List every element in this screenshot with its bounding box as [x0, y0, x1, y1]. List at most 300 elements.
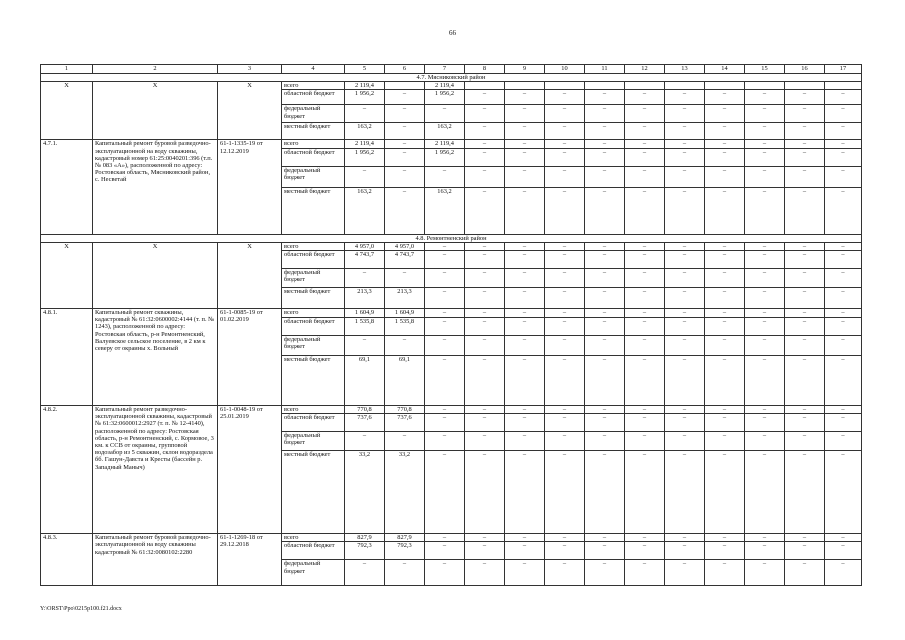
budget-label: федеральный бюджет [282, 432, 345, 451]
value-cell: – [625, 432, 665, 451]
value-cell: – [625, 288, 665, 309]
value-cell: – [745, 288, 785, 309]
value-cell: – [505, 406, 545, 414]
value-cell: – [825, 269, 862, 288]
value-cell: – [625, 269, 665, 288]
value-cell: – [745, 269, 785, 288]
value-cell: – [785, 406, 825, 414]
value-cell: – [705, 432, 745, 451]
value-cell: – [345, 166, 385, 187]
value-cell: – [825, 140, 862, 148]
value-cell: – [705, 269, 745, 288]
value-cell: – [585, 242, 625, 250]
budget-label: федеральный бюджет [282, 560, 345, 586]
value-cell: – [465, 414, 505, 432]
value-cell: – [625, 318, 665, 336]
value-cell [665, 82, 705, 90]
value-cell: – [465, 451, 505, 534]
column-number: 7 [425, 65, 465, 74]
value-cell: – [825, 560, 862, 586]
value-cell [545, 82, 585, 90]
value-cell: – [785, 560, 825, 586]
table-row [41, 140, 862, 148]
value-cell: 1 604,9 [385, 309, 425, 318]
value-cell: – [745, 560, 785, 586]
value-cell: – [585, 148, 625, 166]
item-number: 4.8.2. [41, 406, 93, 534]
value-cell: – [465, 148, 505, 166]
value-cell: – [465, 166, 505, 187]
item-code: 61-1-0085-19 от 01.02.2019 [218, 309, 282, 406]
budget-label: областной бюджет [282, 251, 345, 269]
value-cell: – [825, 451, 862, 534]
value-cell: – [705, 140, 745, 148]
value-cell: – [825, 251, 862, 269]
value-cell: – [385, 140, 425, 148]
value-cell: – [385, 123, 425, 140]
value-cell: – [425, 309, 465, 318]
value-cell: – [785, 166, 825, 187]
value-cell: – [825, 242, 862, 250]
value-cell: – [825, 90, 862, 105]
value-cell: – [825, 432, 862, 451]
value-cell: – [785, 318, 825, 336]
value-cell: – [665, 318, 705, 336]
column-number: 16 [785, 65, 825, 74]
value-cell: 1 535,8 [345, 318, 385, 336]
value-cell: – [785, 242, 825, 250]
item-description: Капитальный ремонт буровой разведочно-эксплуатационной на воду скважины, кадастровый номер 61:25:0040201:396 (т.п. № 083 «А»), расположенной по адресу: Ростовская область, Мясниковский район, с. Несветай [93, 140, 218, 234]
value-cell: – [425, 534, 465, 542]
value-cell: – [745, 140, 785, 148]
value-cell: 4 957,0 [345, 242, 385, 250]
value-cell: 163,2 [345, 187, 385, 234]
value-cell: – [385, 269, 425, 288]
value-cell: – [665, 534, 705, 542]
value-cell: – [585, 288, 625, 309]
value-cell: – [345, 105, 385, 123]
value-cell: – [505, 269, 545, 288]
value-cell: – [665, 123, 705, 140]
column-number: 4 [282, 65, 345, 74]
value-cell: – [505, 148, 545, 166]
value-cell: – [785, 451, 825, 534]
value-cell: – [785, 148, 825, 166]
value-cell: – [665, 140, 705, 148]
column-number: 10 [545, 65, 585, 74]
value-cell: – [665, 187, 705, 234]
value-cell: 737,6 [345, 414, 385, 432]
item-number: X [41, 82, 93, 140]
value-cell: – [385, 560, 425, 586]
value-cell: – [505, 90, 545, 105]
item-description: Капитальный ремонт скважины, кадастровый № 61:32:0600002:4144 (т. п. № 1243), расположенной по адресу: Ростовская область, р-н Ремонтненский, Валуевское сельское поселение, в 2 км к северу от окраины х. Вольный [93, 309, 218, 406]
value-cell [705, 82, 745, 90]
value-cell: – [625, 406, 665, 414]
value-cell: – [665, 414, 705, 432]
value-cell: – [665, 166, 705, 187]
value-cell: 33,2 [385, 451, 425, 534]
section-title: 4.7. Мясниковский район [41, 74, 862, 82]
value-cell: – [425, 166, 465, 187]
value-cell: – [705, 187, 745, 234]
value-cell: – [585, 432, 625, 451]
column-number: 12 [625, 65, 665, 74]
value-cell: – [385, 336, 425, 356]
value-cell: – [825, 166, 862, 187]
item-number: 4.8.1. [41, 309, 93, 406]
budget-label: областной бюджет [282, 414, 345, 432]
value-cell: 213,3 [385, 288, 425, 309]
value-cell: – [665, 560, 705, 586]
value-cell: – [425, 251, 465, 269]
value-cell: – [425, 451, 465, 534]
value-cell: – [705, 414, 745, 432]
value-cell: – [465, 242, 505, 250]
value-cell: – [585, 166, 625, 187]
value-cell: – [585, 356, 625, 406]
section-row [41, 74, 862, 82]
column-number: 11 [585, 65, 625, 74]
value-cell: – [505, 318, 545, 336]
value-cell: 1 956,2 [345, 90, 385, 105]
value-cell: – [705, 123, 745, 140]
value-cell: – [745, 309, 785, 318]
value-cell: – [465, 534, 505, 542]
value-cell: – [585, 451, 625, 534]
value-cell: 163,2 [425, 123, 465, 140]
value-cell: – [425, 288, 465, 309]
value-cell: – [425, 560, 465, 586]
value-cell: – [705, 356, 745, 406]
value-cell: – [465, 542, 505, 560]
value-cell: – [545, 148, 585, 166]
value-cell: 4 743,7 [345, 251, 385, 269]
value-cell: – [825, 123, 862, 140]
value-cell: – [545, 560, 585, 586]
value-cell: – [585, 542, 625, 560]
value-cell: 163,2 [345, 123, 385, 140]
column-number: 5 [345, 65, 385, 74]
value-cell: – [705, 309, 745, 318]
value-cell [585, 82, 625, 90]
value-cell: – [545, 187, 585, 234]
value-cell: – [785, 90, 825, 105]
item-number: 4.8.3. [41, 534, 93, 586]
value-cell: – [785, 336, 825, 356]
value-cell: – [465, 432, 505, 451]
value-cell: – [785, 288, 825, 309]
value-cell: 1 956,2 [425, 90, 465, 105]
value-cell: – [465, 187, 505, 234]
value-cell: – [545, 414, 585, 432]
value-cell: – [625, 187, 665, 234]
budget-label: всего [282, 140, 345, 148]
value-cell: – [785, 542, 825, 560]
budget-label: местный бюджет [282, 123, 345, 140]
value-cell: – [745, 251, 785, 269]
budget-label: местный бюджет [282, 187, 345, 234]
value-cell: – [705, 148, 745, 166]
value-cell: – [465, 105, 505, 123]
value-cell: – [545, 318, 585, 336]
column-number: 6 [385, 65, 425, 74]
column-number: 2 [93, 65, 218, 74]
value-cell: 1 604,9 [345, 309, 385, 318]
value-cell: 213,3 [345, 288, 385, 309]
value-cell: – [425, 356, 465, 406]
budget-label: всего [282, 309, 345, 318]
column-number: 1 [41, 65, 93, 74]
value-cell: – [505, 140, 545, 148]
value-cell: – [545, 123, 585, 140]
value-cell: – [745, 123, 785, 140]
budget-label: всего [282, 82, 345, 90]
value-cell: – [505, 432, 545, 451]
value-cell: – [825, 288, 862, 309]
value-cell: – [705, 242, 745, 250]
value-cell: – [665, 105, 705, 123]
value-cell: – [385, 166, 425, 187]
value-cell: – [345, 432, 385, 451]
value-cell: – [705, 288, 745, 309]
value-cell: – [385, 105, 425, 123]
value-cell: – [785, 309, 825, 318]
value-cell: – [505, 560, 545, 586]
value-cell: – [665, 309, 705, 318]
value-cell: – [585, 534, 625, 542]
value-cell: – [745, 414, 785, 432]
section-title: 4.8. Ремонтненский район [41, 234, 862, 242]
value-cell: – [585, 251, 625, 269]
value-cell: – [665, 90, 705, 105]
value-cell: – [505, 414, 545, 432]
value-cell: – [625, 534, 665, 542]
value-cell: – [745, 105, 785, 123]
value-cell: – [625, 414, 665, 432]
value-cell: – [545, 251, 585, 269]
value-cell: 792,3 [385, 542, 425, 560]
value-cell: – [625, 148, 665, 166]
budget-label: федеральный бюджет [282, 105, 345, 123]
value-cell: – [705, 451, 745, 534]
value-cell: – [665, 288, 705, 309]
column-number: 8 [465, 65, 505, 74]
value-cell: – [705, 542, 745, 560]
value-cell: – [505, 166, 545, 187]
value-cell: – [545, 90, 585, 105]
budget-label: областной бюджет [282, 148, 345, 166]
item-description: Капитальный ремонт буровой разведочно-эксплуатационной на воду скважины кадастровый № 61:32:0080102:2280 [93, 534, 218, 586]
value-cell: – [665, 242, 705, 250]
value-cell: 69,1 [385, 356, 425, 406]
value-cell: – [625, 356, 665, 406]
value-cell: – [425, 269, 465, 288]
value-cell: – [745, 432, 785, 451]
item-code: X [218, 82, 282, 140]
value-cell: – [465, 123, 505, 140]
value-cell: – [505, 451, 545, 534]
value-cell: – [345, 560, 385, 586]
value-cell: – [665, 336, 705, 356]
value-cell [625, 82, 665, 90]
section-row [41, 234, 862, 242]
item-code: 61-1-1335-19 от 12.12.2019 [218, 140, 282, 234]
value-cell: – [505, 336, 545, 356]
value-cell: 1 535,8 [385, 318, 425, 336]
value-cell [825, 82, 862, 90]
value-cell: – [665, 269, 705, 288]
value-cell: – [785, 123, 825, 140]
value-cell: – [385, 148, 425, 166]
item-code: X [218, 242, 282, 308]
value-cell: – [505, 356, 545, 406]
value-cell: – [625, 242, 665, 250]
page-number: 66 [449, 29, 456, 37]
value-cell: – [745, 187, 785, 234]
value-cell: – [625, 309, 665, 318]
budget-label: местный бюджет [282, 288, 345, 309]
value-cell: – [585, 269, 625, 288]
value-cell: – [505, 187, 545, 234]
value-cell: 4 957,0 [385, 242, 425, 250]
value-cell: – [785, 356, 825, 406]
item-description: Капитальный ремонт разведочно-эксплуатационной скважины, кадастровый № 61:32:0600012:2927 (т. п. № 12-4140), расположенной по адресу: Ростовская область, р-н Ремонтненский, с. Кормовое, 3 км. к ССВ от окраины, групповой водозабор из 5 скважин, склон водораздела бб. Гашун-Давста и Кресты (бассейн р. Западный Маныч) [93, 406, 218, 534]
item-code: 61-1-0048-19 от 25.01.2019 [218, 406, 282, 534]
value-cell: – [545, 140, 585, 148]
value-cell: – [745, 451, 785, 534]
column-number: 17 [825, 65, 862, 74]
value-cell: – [545, 356, 585, 406]
value-cell [505, 82, 545, 90]
budget-label: всего [282, 406, 345, 414]
value-cell: – [345, 269, 385, 288]
value-cell: – [505, 542, 545, 560]
value-cell: 737,6 [385, 414, 425, 432]
value-cell: – [425, 242, 465, 250]
value-cell: – [465, 560, 505, 586]
value-cell: – [425, 414, 465, 432]
value-cell: – [785, 105, 825, 123]
value-cell: – [585, 414, 625, 432]
value-cell: – [625, 90, 665, 105]
value-cell: – [705, 251, 745, 269]
value-cell: – [425, 432, 465, 451]
value-cell: – [625, 542, 665, 560]
value-cell: – [625, 560, 665, 586]
value-cell: – [625, 451, 665, 534]
value-cell: – [585, 105, 625, 123]
column-number: 14 [705, 65, 745, 74]
value-cell: 792,3 [345, 542, 385, 560]
budget-label: местный бюджет [282, 356, 345, 406]
value-cell: – [545, 242, 585, 250]
budget-label: местный бюджет [282, 451, 345, 534]
value-cell: – [505, 534, 545, 542]
value-cell: – [505, 123, 545, 140]
value-cell: – [545, 288, 585, 309]
value-cell: – [825, 414, 862, 432]
budget-label: федеральный бюджет [282, 336, 345, 356]
value-cell: – [625, 140, 665, 148]
value-cell: – [705, 560, 745, 586]
budget-label: областной бюджет [282, 542, 345, 560]
value-cell: – [545, 269, 585, 288]
value-cell: – [665, 148, 705, 166]
value-cell: – [585, 560, 625, 586]
value-cell: – [625, 123, 665, 140]
item-number: 4.7.1. [41, 140, 93, 234]
value-cell: – [505, 105, 545, 123]
value-cell: – [585, 309, 625, 318]
file-path-footer: Y:\ORST\Ppo\0215p100.f21.docx [40, 606, 122, 612]
budget-label: всего [282, 242, 345, 250]
value-cell: – [705, 336, 745, 356]
value-cell: – [705, 534, 745, 542]
value-cell: 2 119,4 [345, 140, 385, 148]
value-cell: – [585, 406, 625, 414]
value-cell [785, 82, 825, 90]
value-cell: – [425, 105, 465, 123]
value-cell: 163,2 [425, 187, 465, 234]
value-cell: – [825, 356, 862, 406]
value-cell: – [545, 166, 585, 187]
value-cell: – [545, 309, 585, 318]
value-cell: – [665, 251, 705, 269]
value-cell: – [785, 414, 825, 432]
value-cell: – [505, 288, 545, 309]
value-cell: – [545, 542, 585, 560]
value-cell: 4 743,7 [385, 251, 425, 269]
value-cell: – [585, 336, 625, 356]
value-cell: – [585, 318, 625, 336]
table-row [41, 309, 862, 318]
value-cell: – [465, 251, 505, 269]
value-cell: – [425, 318, 465, 336]
value-cell [385, 82, 425, 90]
value-cell [745, 82, 785, 90]
budget-label: всего [282, 534, 345, 542]
item-code: 61-1-1269-18 от 29.12.2018 [218, 534, 282, 586]
value-cell: 69,1 [345, 356, 385, 406]
value-cell: – [585, 123, 625, 140]
value-cell: – [705, 166, 745, 187]
value-cell: 2 119,4 [425, 82, 465, 90]
value-cell: – [825, 318, 862, 336]
value-cell: – [745, 336, 785, 356]
value-cell: – [825, 309, 862, 318]
value-cell: – [465, 288, 505, 309]
value-cell: – [785, 140, 825, 148]
value-cell: – [745, 534, 785, 542]
value-cell: – [825, 105, 862, 123]
value-cell: – [425, 542, 465, 560]
value-cell: – [745, 166, 785, 187]
value-cell: – [585, 187, 625, 234]
item-number: X [41, 242, 93, 308]
value-cell: – [705, 90, 745, 105]
table-row [41, 82, 862, 90]
value-cell: – [545, 432, 585, 451]
value-cell: – [825, 187, 862, 234]
value-cell: – [625, 336, 665, 356]
value-cell: – [705, 105, 745, 123]
value-cell: 827,9 [345, 534, 385, 542]
value-cell: – [745, 406, 785, 414]
value-cell: – [745, 90, 785, 105]
column-number: 3 [218, 65, 282, 74]
value-cell: – [785, 534, 825, 542]
